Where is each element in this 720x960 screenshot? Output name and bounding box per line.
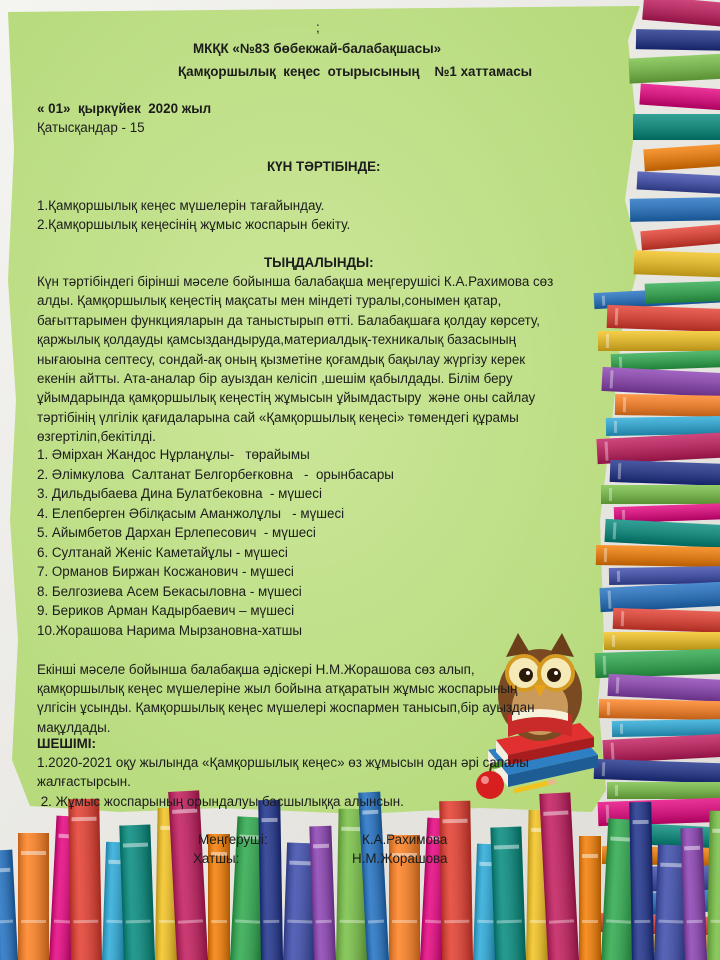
paragraph-line: бағыттарымен функцияларын да таныстырып өтті. Балабақшаға қолдау көрсету, (37, 312, 541, 328)
member-item: 10.Жорашова Нарима Мырзановна-хатшы (37, 622, 303, 638)
paragraph-line: екенін айтты. Ата-аналар бір ауыздан келісіп ,шешім қабылдады. Білім беру (37, 371, 513, 387)
second-issue-paragraph (37, 660, 534, 737)
paragraph-line: Күн тәртібіндегі бірінші мәселе бойынша балабақша меңгерушісі К.А.Рахимова сөз (37, 274, 554, 289)
paragraph-line: ұйымдарында қамқоршылық кеңестің жұмысын ұйымдастыру және оны сайлау (37, 390, 536, 406)
member-item: 4. Елепберген Әбілқасым Аманжолұлы - мүшесі (37, 505, 345, 521)
member-item: 8. Белгозиева Асем Бекасыловна - мүшесі (37, 583, 302, 599)
paragraph-line: тәртібінің үлгілік қағидаларына сай «Қамқоршылық кеңесі» төмендегі құрамы (37, 409, 519, 425)
paragraph-line: қамқоршылық кеңес мүшелеріне жыл бойына атқаратын жұмыс жоспарының (37, 681, 518, 697)
decision-heading: ШЕШІМІ: (37, 736, 96, 751)
protocol-title: Қамқоршылық кеңес отырысының №1 хаттамасы (178, 64, 533, 79)
member-item: 5. Айымбетов Дархан Ерлепесович - мүшесі (37, 525, 316, 540)
member-item: 7. Орманов Биржан Косжанович - мүшесі (37, 564, 294, 579)
member-item: 3. Дильдыбаева Дина Булатбековна - мүшесі (37, 486, 322, 501)
decision-item: 2. Жұмыс жоспарының орындалуы басшылыққа алынсын. (37, 793, 404, 809)
meeting-date: « 01» қыркүйек 2020 жыл (37, 101, 212, 116)
agenda-list (37, 196, 350, 235)
organization-title: МКҚК «№83 бөбекжай-балабақшасы» (193, 41, 442, 56)
member-item: 1. Әмірхан Жандос Нұрланұлы- төрайымы (37, 447, 310, 462)
paragraph-line: қаржылық қолдауды қамсыздандыруда,материалдық-техникалық базасының (37, 332, 517, 348)
paragraph-line: алды. Қамқоршылық кеңестің мақсаты мен міндеті туралы,сонымен қатар, (37, 293, 502, 309)
decision-item: жалғастырсын. (37, 774, 131, 790)
paragraph-line: өзгертіліп,бекітілді. (37, 429, 156, 445)
paragraph-line: үлгісін ұсынды. Қамқоршылық кеңес мүшелері жоспармен танысып,бір ауыздан (37, 700, 535, 716)
member-item: 2. Әлімкулова Салтанат Белгорбеғковна - орынбасары (37, 466, 394, 482)
decision-list (37, 753, 529, 811)
decision-item: 1.2020-2021 оқу жылында «Қамқоршылық кеңес» өз жұмысын одан әрі сапалы (37, 755, 529, 770)
head-signature-name: К.А.Рахимова (362, 832, 448, 847)
secretary-signature-name: Н.М.Жорашова (352, 851, 448, 866)
paragraph-line: Екінші мәселе бойынша балабақша әдіскері Н.М.Жорашова сөз алып, (37, 662, 475, 677)
agenda-item: 1.Қамқоршылық кеңес мүшелерін тағайындау. (37, 198, 325, 213)
listened-paragraph (37, 272, 597, 447)
agenda-item: 2.Қамқоршылық кеңесінің жұмыс жоспарын бекіту. (37, 217, 351, 233)
head-signature-label: Меңгеруші: (198, 832, 268, 847)
member-item: 6. Султанай Женіс Каметайұлы - мүшесі (37, 544, 288, 560)
council-members-list (37, 445, 394, 640)
agenda-heading: КҮН ТӘРТІБІНДЕ: (267, 159, 381, 174)
semicolon-mark: ; (316, 20, 320, 35)
attendees-count: Қатысқандар - 15 (37, 120, 145, 135)
listened-heading: ТЫҢДАЛЫНДЫ: (264, 255, 374, 270)
paragraph-line: мақұлдады. (37, 719, 111, 735)
member-item: 9. Бериков Арман Кадырбаевич – мүшесі (37, 603, 295, 618)
secretary-signature-label: Хатшы: (193, 851, 240, 866)
paragraph-line: нығаюына септесу, сондай-ақ оның қызметіне қоғамдық бақылау жүргізу керек (37, 351, 526, 367)
